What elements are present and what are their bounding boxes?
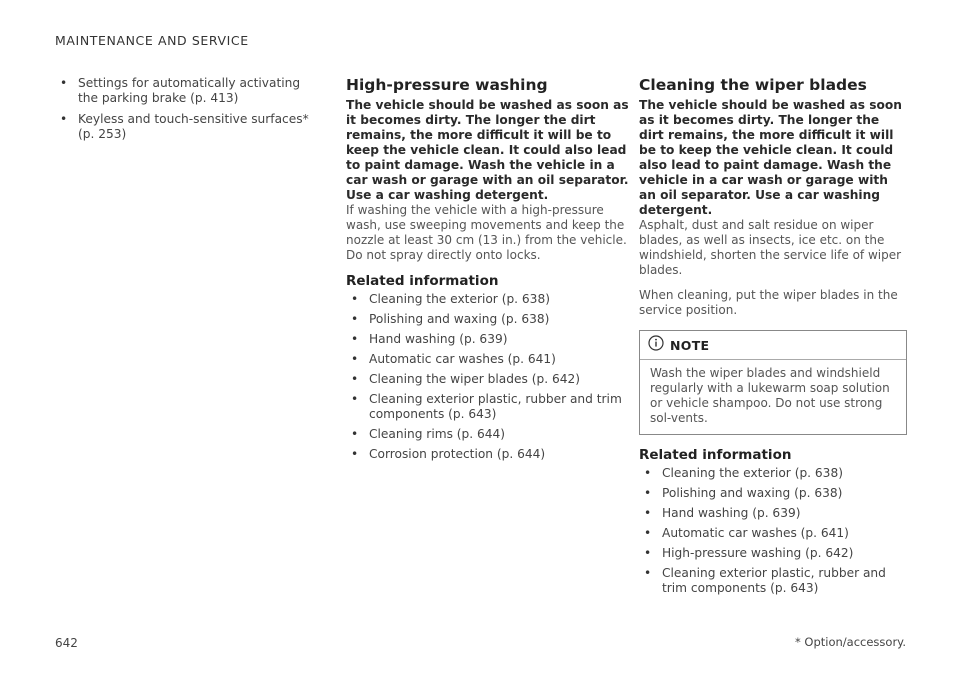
lead-paragraph: The vehicle should be washed as soon as it becomes dirty. The longer the dirt remains, the more difficult it will be to keep the vehicle clean. It could also lead to paint damage. Wash the vehicle in a car wash or garage with an oil separator. Use a car washing detergent. xyxy=(346,98,629,202)
body-paragraph: If washing the vehicle with a high-pressure wash, use sweeping movements and keep the nozzle at least 30 cm (13 in.) from the vehicle. Do not spray directly onto locks. xyxy=(346,203,627,262)
related-information-heading: Related information xyxy=(346,273,499,289)
note-title: NOTE xyxy=(670,337,710,353)
related-information-list xyxy=(346,292,639,462)
list-item[interactable]: • Hand washing (p. 639) xyxy=(346,332,639,347)
note-box xyxy=(639,330,907,435)
list-item[interactable]: • Polishing and waxing (p. 638) xyxy=(346,312,639,327)
list-item[interactable]: • Cleaning the exterior (p. 638) xyxy=(346,292,639,307)
list-item[interactable]: • Cleaning exterior plastic, rubber and trim components (p. 643) xyxy=(346,392,639,422)
list-item[interactable]: • High-pressure washing (p. 642) xyxy=(639,546,907,561)
related-information-heading: Related information xyxy=(639,447,792,463)
list-item[interactable]: • Corrosion protection (p. 644) xyxy=(346,447,639,462)
related-information-list xyxy=(639,466,907,596)
list-item[interactable]: • Cleaning the exterior (p. 638) xyxy=(639,466,907,481)
body-paragraph: Asphalt, dust and salt residue on wiper blades, as well as insects, ice etc. on the windshield, shorten the service life of wiper blades. xyxy=(639,218,902,277)
list-item[interactable]: • Automatic car washes (p. 641) xyxy=(639,526,907,541)
spacer xyxy=(639,278,907,288)
list-item[interactable]: • Cleaning exterior plastic, rubber and trim components (p. 643) xyxy=(639,566,907,596)
list-item[interactable]: • Cleaning the wiper blades (p. 642) xyxy=(346,372,639,387)
column-right xyxy=(639,76,907,601)
footnote: * Option/accessory. xyxy=(795,635,906,649)
list-item[interactable]: • Hand washing (p. 639) xyxy=(639,506,907,521)
list-item[interactable]: • Polishing and waxing (p. 638) xyxy=(639,486,907,501)
list-item[interactable]: • Settings for automatically activating the parking brake (p. 413) xyxy=(55,76,310,106)
section-title: High-pressure washing xyxy=(346,76,548,94)
lead-paragraph: The vehicle should be washed as soon as it becomes dirty. The longer the dirt remains, the more difficult it will be to keep the vehicle clean. It could also lead to paint damage. Wash the vehicle in a car wash or garage with an oil separator. Use a car washing detergent. xyxy=(639,98,902,217)
column-left xyxy=(55,76,310,148)
list-item[interactable]: • Automatic car washes (p. 641) xyxy=(346,352,639,367)
section-title: Cleaning the wiper blades xyxy=(639,76,867,94)
body-paragraph: When cleaning, put the wiper blades in the service position. xyxy=(639,288,898,317)
note-header xyxy=(640,331,906,360)
column-middle xyxy=(346,76,639,467)
note-body: Wash the wiper blades and windshield regularly with a lukewarm soap solution or vehicle shampoo. Do not use strong sol-vents. xyxy=(650,366,890,425)
related-list-continued xyxy=(55,76,310,142)
section-header: MAINTENANCE AND SERVICE xyxy=(55,33,249,48)
page-number: 642 xyxy=(55,636,78,650)
list-item[interactable]: • Cleaning rims (p. 644) xyxy=(346,427,639,442)
info-icon xyxy=(648,335,664,355)
list-item[interactable]: • Keyless and touch-sensitive surfaces* (p. 253) xyxy=(55,112,310,142)
